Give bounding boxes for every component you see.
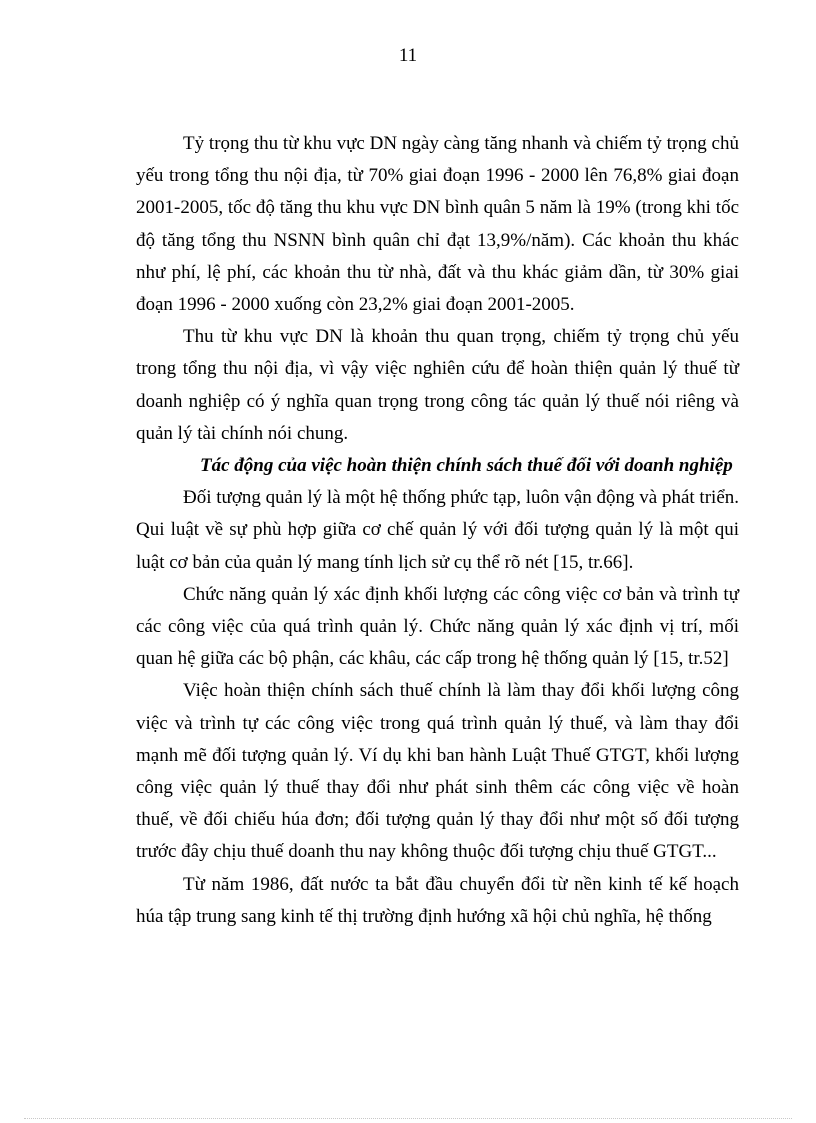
page-number: 11 xyxy=(398,45,418,66)
paragraph-revenue-share: Tỷ trọng thu từ khu vực DN ngày càng tăng nhanh và chiếm tỷ trọng chủ yếu trong tổng thu nội địa, từ 70% giai đoạn 1996 - 2000 lên 76,8% giai đoạn 2001-2005, tốc độ tăng thu khu vực DN bình quân 5 năm là 19% (trong khi tốc độ tăng tổng thu NSNN bình quân chỉ đạt 13,9%/năm). Các khoản thu khác như phí, lệ phí, các khoản thu từ nhà, đất và thu khác giảm dần, từ 30% giai đoạn 1996 - 2000 xuống còn 23,2% giai đoạn 2001-2005. xyxy=(136,133,739,316)
document-body xyxy=(136,128,739,933)
paragraph-since-1986: Từ năm 1986, đất nước ta bắt đầu chuyển đổi từ nền kinh tế kế hoạch húa tập trung sang kinh tế thị trường định hướng xã hội chủ nghĩa, hệ thống xyxy=(136,873,739,927)
paragraph-management-function: Chức năng quản lý xác định khối lượng các công việc cơ bản và trình tự các công việc của quá trình quản lý. Chức năng quản lý xác định vị trí, mối quan hệ giữa các bộ phận, các khâu, các cấp trong hệ thống quản lý [15, tr.52] xyxy=(136,583,739,670)
paragraph-enterprise-revenue: Thu từ khu vực DN là khoản thu quan trọng, chiếm tỷ trọng chủ yếu trong tổng thu nội địa, vì vậy việc nghiên cứu để hoàn thiện quản lý thuế từ doanh nghiệp có ý nghĩa quan trọng trong công tác quản lý thuế nói riêng và quản lý tài chính nói chung. xyxy=(136,326,739,444)
paragraph-tax-policy-improvement: Việc hoàn thiện chính sách thuế chính là làm thay đổi khối lượng công việc và trình tự các công việc trong quá trình quản lý thuế, và làm thay đổi mạnh mẽ đối tượng quản lý. Ví dụ khi ban hành Luật Thuế GTGT, khối lượng công việc quản lý thuế thay đổi như phát sinh thêm các công việc về hoàn thuế, về đối chiếu húa đơn; đối tượng quản lý thay đổi như một số đối tượng trước đây chịu thuế doanh thu nay không thuộc đối tượng chịu thuế GTGT... xyxy=(136,680,739,863)
paragraph-management-object: Đối tượng quản lý là một hệ thống phức tạp, luôn vận động và phát triển. Qui luật về sự phù hợp giữa cơ chế quản lý với đối tượng quản lý là một qui luật cơ bản của quản lý mang tính lịch sử cụ thể rõ nét [15, tr.66]. xyxy=(136,487,739,573)
section-heading: Tác động của việc hoàn thiện chính sách thuế đối với doanh nghiệp xyxy=(200,455,733,477)
page-bottom-rule xyxy=(24,1118,792,1119)
